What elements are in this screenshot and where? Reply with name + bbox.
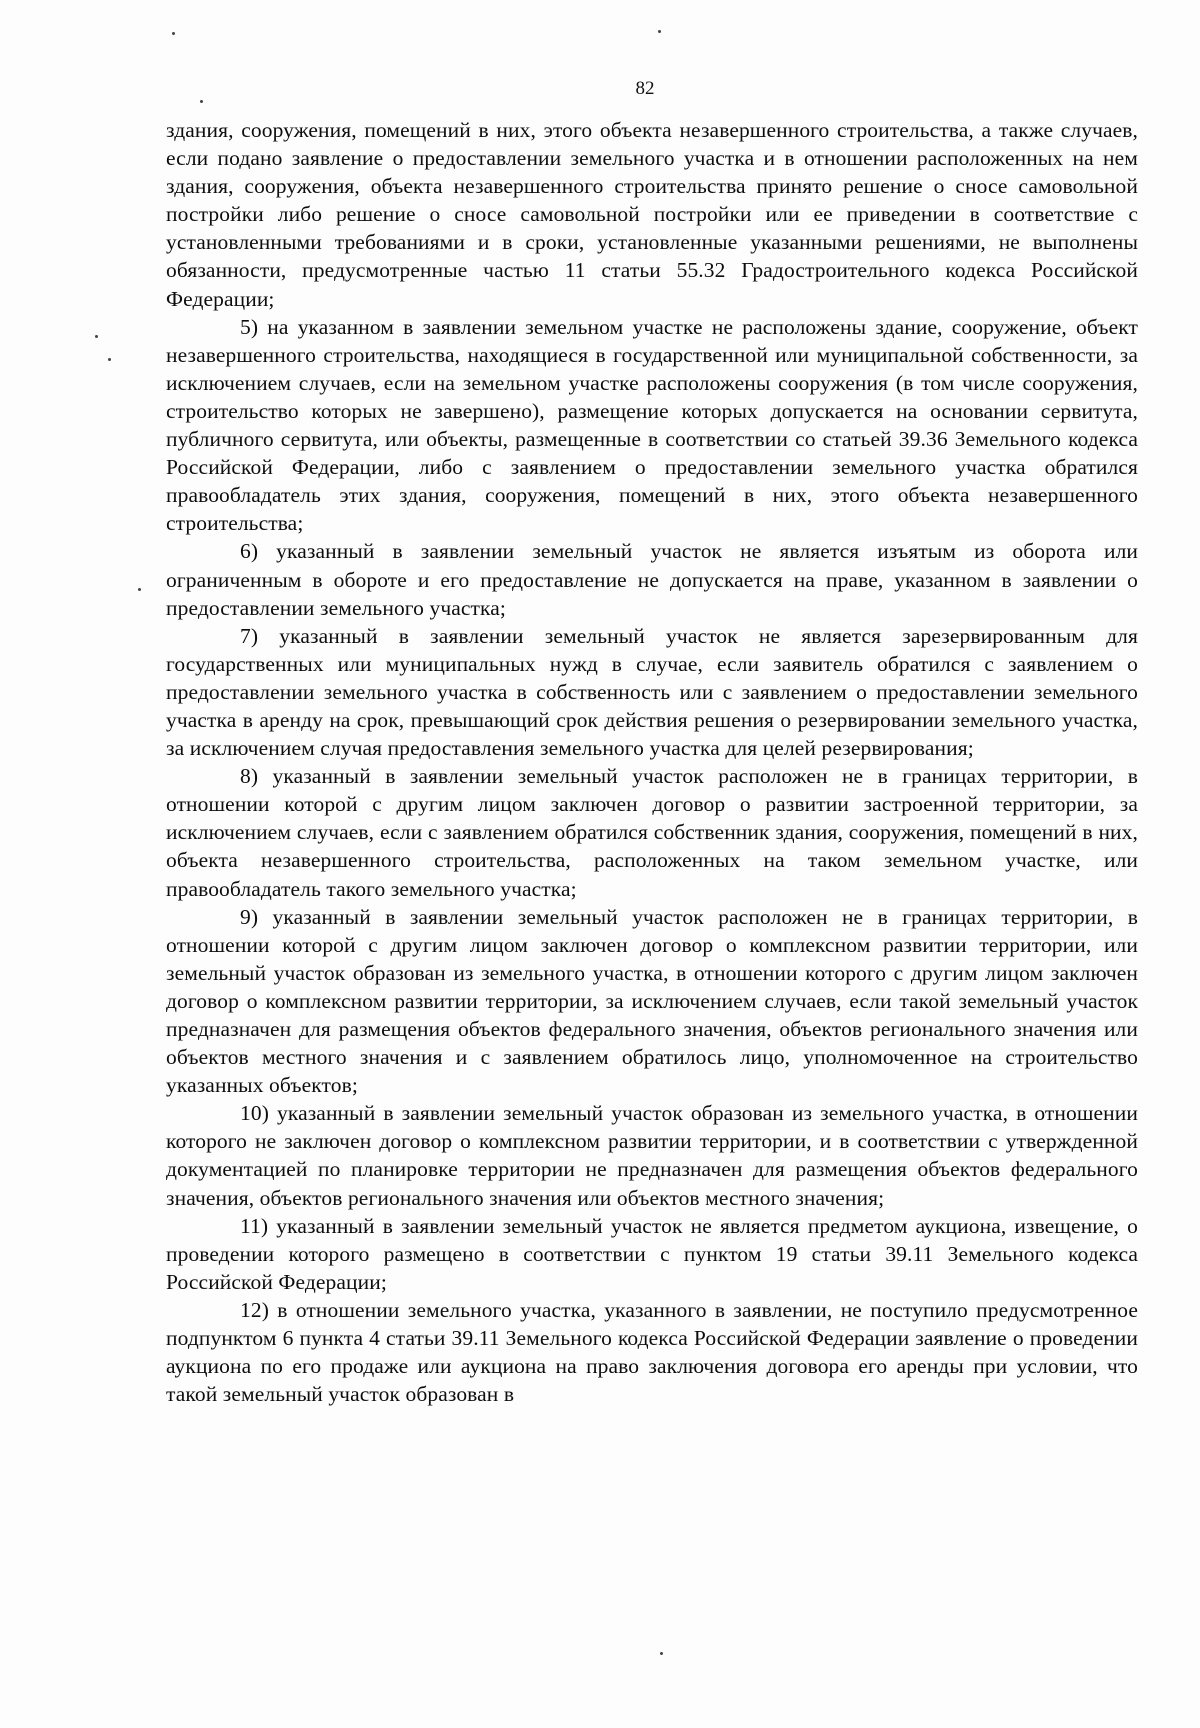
paragraph-continuation: здания, сооружения, помещений в них, этого объекта незавершенного строительства, а также случаев, если подано заявление о предоставлении земельного участка и в отношении расположенных на нем здания, сооружения, объекта незавершенного строительства принято решение о сносе самовольной постройки либо решение о сносе самовольной постройки или ее приведении в соответствие с установленными требованиями и в сроки, установленные указанными решениями, не выполнены обязанности, предусмотренные частью 11 статьи 55.32 Градостроительного кодекса Российской Федерации; (166, 118, 1138, 311)
paragraph-item-12: 12) в отношении земельного участка, указанного в заявлении, не поступило предусмотренное подпунктом 6 пункта 4 статьи 39.11 Земельного кодекса Российской Федерации заявление о проведении аукциона по его продаже или аукциона на право заключения договора его аренды при условии, что такой земельный участок образован в (166, 1297, 1138, 1407)
page-number: 82 (635, 78, 655, 99)
scan-speck (95, 335, 98, 338)
scan-speck (660, 1652, 663, 1655)
scan-speck (172, 32, 175, 35)
paragraph-item-6: 6) указанный в заявлении земельный участок не является изъятым из оборота или ограниченным в обороте и его предоставление не допускается на праве, указанном в заявлении о предоставлении земельного участка; (166, 539, 1138, 620)
paragraph-item-8: 8) указанный в заявлении земельный участок расположен не в границах территории, в отношении которой с другим лицом заключен договор о развитии застроенной территории, за исключением случаев, если с заявлением обратился собственник здания, сооружения, помещений в них, объекта незавершенного строительства, расположенных на таком земельном участке, или правообладатель такого земельного участка; (166, 764, 1138, 901)
paragraph-item-11: 11) указанный в заявлении земельный участок не является предметом аукциона, извещение, о проведении которого размещено в соответствии с пунктом 19 статьи 39.11 Земельного кодекса Российской Федерации; (166, 1213, 1138, 1294)
paragraph-item-10: 10) указанный в заявлении земельный участок образован из земельного участка, в отношении которого не заключен договор о комплексном развитии территории, и в соответствии с утвержденной документацией по планировке территории не предназначен для размещения объектов федерального значения, объектов регионального значения или объектов местного значения; (166, 1101, 1138, 1210)
scan-speck (108, 358, 111, 361)
scan-speck (200, 100, 203, 103)
paragraph-item-5: 5) на указанном в заявлении земельном участке не расположены здание, сооружение, объект незавершенного строительства, находящиеся в государственной или муниципальной собственности, за исключением случаев, если на земельном участке расположены сооружения (в том числе сооружения, строительство которых не завершено), размещение которых допускается на основании сервитута, публичного сервитута, или объекты, размещенные в соответствии со статьей 39.36 Земельного кодекса Российской Федерации, либо с заявлением о предоставлении земельного участка обратился правообладатель этих здания, сооружения, помещений в них, этого объекта незавершенного строительства; (166, 314, 1138, 536)
paragraph-item-7: 7) указанный в заявлении земельный участок не является зарезервированным для государственных или муниципальных нужд в случае, если заявитель обратился с заявлением о предоставлении земельного участка в собственность или с заявлением о предоставлении земельного участка в аренду на срок, превышающий срок действия решения о резервировании земельного участка, за исключением случая предоставления земельного участка для целей резервирования; (166, 623, 1138, 761)
scan-speck (658, 30, 661, 33)
scan-speck (138, 588, 141, 591)
paragraph-item-9: 9) указанный в заявлении земельный участок расположен не в границах территории, в отношении которой с другим лицом заключен договор о комплексном развитии территории, или земельный участок образован из земельного участка, в отношении которого с другим лицом заключен договор о комплексном развитии территории, за исключением случаев, если такой земельный участок предназначен для размещения объектов федерального значения, объектов регионального значения или объектов местного значения и с заявлением обратилось лицо, уполномоченное на строительство указанных объектов; (166, 904, 1138, 1098)
document-body (166, 116, 1138, 1408)
